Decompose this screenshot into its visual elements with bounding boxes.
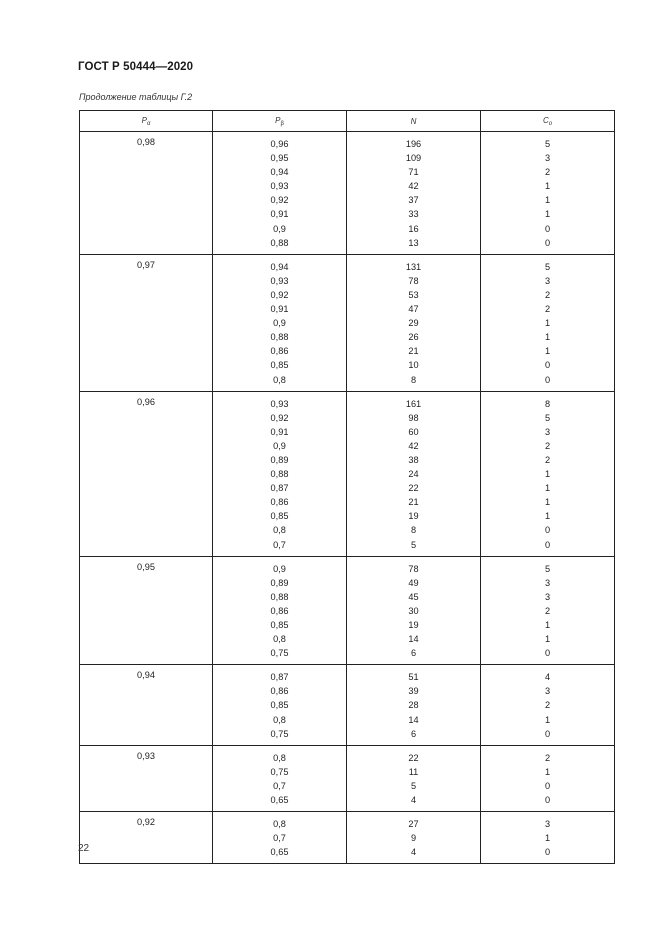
cell-value: 0,8 [273, 819, 286, 830]
table-row [80, 745, 615, 811]
cell-value: 0,86 [270, 605, 289, 616]
table-group [80, 132, 615, 255]
cell-value: 0,7 [273, 539, 286, 550]
cell-value: 2 [544, 289, 551, 300]
table-row [80, 665, 615, 745]
cell-value: 19 [408, 620, 419, 630]
cell-value: 0,86 [270, 346, 289, 357]
cell-value: 0,88 [270, 591, 289, 602]
cell-value: 0,91 [270, 426, 289, 437]
table-row [80, 132, 615, 255]
cell-value: 45 [408, 591, 419, 602]
column-header-p-alpha [80, 111, 213, 132]
cell-value: 0,86 [270, 686, 289, 697]
cell-value: 1 [544, 511, 551, 522]
cell-value: 0,88 [270, 332, 289, 343]
cell-value: 0,75 [270, 728, 289, 739]
cell-value: 1 [544, 469, 551, 480]
c-o-cell [481, 665, 615, 745]
cell-value: 0,85 [270, 511, 289, 522]
cell-value: 11 [408, 766, 419, 777]
cell-value: 5 [544, 412, 551, 423]
cell-value: 1 [544, 209, 551, 220]
cell-value: 10 [408, 360, 419, 371]
cell-value: 8 [544, 398, 551, 409]
cell-value: 0,87 [270, 483, 289, 494]
cell-value: 0,8 [273, 752, 286, 763]
cell-value: 0,65 [270, 847, 289, 858]
cell-value: 0 [544, 223, 551, 234]
cell-value: 0 [544, 360, 551, 371]
c-o-cell [481, 254, 615, 391]
column-header-subscript: o [548, 120, 553, 127]
cell-value: 3 [544, 819, 551, 830]
cell-value: 161 [405, 398, 422, 409]
table-group [80, 254, 615, 391]
table-header [80, 111, 615, 132]
column-header-n [347, 111, 481, 132]
table-row [80, 812, 615, 864]
n-cell [347, 745, 481, 811]
cell-value: 1 [544, 766, 551, 777]
cell-value: 0,9 [273, 223, 286, 234]
cell-value: 2 [544, 304, 551, 315]
cell-value: 42 [408, 440, 419, 451]
column-header-symbol: P [141, 115, 147, 125]
cell-value: 0,85 [270, 360, 289, 371]
n-cell [347, 254, 481, 391]
cell-value: 0,87 [270, 672, 289, 683]
cell-value: 21 [408, 346, 419, 357]
cell-value: 0,93 [270, 275, 289, 286]
cell-value: 42 [408, 181, 419, 192]
cell-value: 5 [544, 261, 551, 272]
cell-value: 14 [408, 634, 419, 645]
p-beta-cell [213, 556, 347, 665]
cell-value: 0,88 [270, 237, 289, 248]
cell-value: 196 [405, 139, 422, 149]
cell-value: 0,93 [270, 398, 289, 409]
cell-value: 24 [408, 469, 419, 480]
cell-value: 4 [410, 847, 417, 858]
table-continuation-caption: Продолжение таблицы Г.2 [79, 92, 193, 102]
p-alpha-cell: 0,94 [80, 665, 213, 745]
p-alpha-cell: 0,95 [80, 556, 213, 665]
cell-value: 0 [544, 795, 551, 806]
cell-value: 2 [544, 167, 551, 178]
cell-value: 0,85 [270, 620, 289, 630]
table-group [80, 745, 615, 811]
cell-value: 0,86 [270, 497, 289, 508]
cell-value: 109 [405, 153, 422, 164]
cell-value: 1 [544, 833, 551, 844]
p-alpha-cell: 0,93 [80, 745, 213, 811]
column-header-symbol: P [275, 115, 281, 125]
table-group [80, 391, 615, 556]
cell-value: 6 [410, 728, 417, 739]
cell-value: 1 [544, 634, 551, 645]
table-group [80, 812, 615, 864]
cell-value: 0,91 [270, 209, 289, 220]
column-header-symbol: N [410, 116, 417, 126]
header-row [80, 111, 615, 132]
cell-value: 3 [544, 591, 551, 602]
cell-value: 29 [408, 318, 419, 329]
cell-value: 78 [408, 275, 419, 286]
cell-value: 53 [408, 289, 419, 300]
cell-value: 22 [408, 483, 419, 494]
cell-value: 1 [544, 346, 551, 357]
column-header-p-beta [213, 111, 347, 132]
cell-value: 0,88 [270, 469, 289, 480]
cell-value: 0,8 [273, 374, 286, 385]
n-cell [347, 132, 481, 255]
cell-value: 0 [544, 847, 551, 858]
p-alpha-cell: 0,92 [80, 812, 213, 864]
cell-value: 26 [408, 332, 419, 343]
cell-value: 1 [544, 181, 551, 192]
p-alpha-cell: 0,98 [80, 132, 213, 255]
cell-value: 0 [544, 728, 551, 739]
cell-value: 4 [410, 795, 417, 806]
cell-value: 1 [544, 483, 551, 494]
cell-value: 2 [544, 440, 551, 451]
cell-value: 0,94 [270, 167, 289, 178]
cell-value: 0,75 [270, 766, 289, 777]
cell-value: 22 [408, 752, 419, 763]
n-cell [347, 665, 481, 745]
cell-value: 5 [544, 139, 551, 149]
cell-value: 13 [408, 237, 419, 248]
column-header-symbol: C [542, 115, 549, 125]
p-beta-cell [213, 812, 347, 864]
cell-value: 37 [408, 195, 419, 206]
cell-value: 0 [544, 525, 551, 536]
cell-value: 8 [410, 525, 417, 536]
p-beta-cell [213, 745, 347, 811]
cell-value: 71 [408, 167, 419, 178]
cell-value: 0,96 [270, 139, 289, 149]
cell-value: 3 [544, 686, 551, 697]
c-o-cell [481, 391, 615, 556]
cell-value: 51 [408, 672, 419, 683]
cell-value: 2 [544, 454, 551, 465]
cell-value: 98 [408, 412, 419, 423]
cell-value: 0,8 [273, 714, 286, 725]
cell-value: 14 [408, 714, 419, 725]
cell-value: 131 [405, 261, 422, 272]
data-table [79, 110, 615, 864]
cell-value: 1 [544, 620, 551, 630]
cell-value: 0,92 [270, 289, 289, 300]
cell-value: 2 [544, 605, 551, 616]
document-header: ГОСТ Р 50444—2020 [78, 61, 194, 73]
cell-value: 33 [408, 209, 419, 220]
n-cell [347, 391, 481, 556]
table-row [80, 556, 615, 665]
cell-value: 28 [408, 700, 419, 711]
cell-value: 0,7 [273, 780, 286, 791]
cell-value: 0 [544, 237, 551, 248]
cell-value: 47 [408, 304, 419, 315]
cell-value: 0,65 [270, 795, 289, 806]
cell-value: 3 [544, 577, 551, 588]
cell-value: 0,75 [270, 648, 289, 659]
cell-value: 6 [410, 648, 417, 659]
cell-value: 0,8 [273, 634, 286, 645]
cell-value: 0 [544, 648, 551, 659]
cell-value: 4 [544, 672, 551, 683]
cell-value: 60 [408, 426, 419, 437]
c-o-cell [481, 812, 615, 864]
cell-value: 0,9 [273, 563, 286, 574]
cell-value: 30 [408, 605, 419, 616]
cell-value: 9 [410, 833, 417, 844]
cell-value: 2 [544, 700, 551, 711]
column-header-c-o [481, 111, 615, 132]
p-alpha-cell: 0,97 [80, 254, 213, 391]
table-group [80, 665, 615, 745]
p-beta-cell [213, 391, 347, 556]
cell-value: 1 [544, 195, 551, 206]
p-beta-cell [213, 132, 347, 255]
cell-value: 0,89 [270, 577, 289, 588]
cell-value: 39 [408, 686, 419, 697]
cell-value: 49 [408, 577, 419, 588]
table-row [80, 391, 615, 556]
cell-value: 0,92 [270, 412, 289, 423]
cell-value: 0,89 [270, 454, 289, 465]
cell-value: 5 [410, 780, 417, 791]
cell-value: 5 [544, 563, 551, 574]
c-o-cell [481, 745, 615, 811]
cell-value: 0 [544, 780, 551, 791]
cell-value: 0 [544, 374, 551, 385]
cell-value: 8 [410, 374, 417, 385]
cell-value: 0,8 [273, 525, 286, 536]
cell-value: 0,94 [270, 261, 289, 272]
cell-value: 2 [544, 752, 551, 763]
c-o-cell [481, 556, 615, 665]
c-o-cell [481, 132, 615, 255]
n-cell [347, 556, 481, 665]
cell-value: 1 [544, 714, 551, 725]
cell-value: 3 [544, 426, 551, 437]
cell-value: 0,91 [270, 304, 289, 315]
n-cell [347, 812, 481, 864]
cell-value: 1 [544, 332, 551, 343]
cell-value: 0,93 [270, 181, 289, 192]
cell-value: 0,85 [270, 700, 289, 711]
cell-value: 0,7 [273, 833, 286, 844]
cell-value: 27 [408, 819, 419, 830]
cell-value: 38 [408, 454, 419, 465]
cell-value: 19 [408, 511, 419, 522]
cell-value: 0,9 [273, 318, 286, 329]
cell-value: 0 [544, 539, 551, 550]
cell-value: 0,95 [270, 153, 289, 164]
cell-value: 0,9 [273, 440, 286, 451]
p-beta-cell [213, 254, 347, 391]
cell-value: 1 [544, 497, 551, 508]
p-alpha-cell: 0,96 [80, 391, 213, 556]
column-header-subscript: α [146, 120, 151, 127]
page-number: 22 [78, 843, 90, 854]
cell-value: 5 [410, 539, 417, 550]
cell-value: 1 [544, 318, 551, 329]
cell-value: 0,92 [270, 195, 289, 206]
cell-value: 78 [408, 563, 419, 574]
cell-value: 3 [544, 275, 551, 286]
column-header-subscript: β [280, 120, 284, 127]
cell-value: 21 [408, 497, 419, 508]
table-group [80, 556, 615, 665]
cell-value: 16 [408, 223, 419, 234]
cell-value: 3 [544, 153, 551, 164]
p-beta-cell [213, 665, 347, 745]
table-row [80, 254, 615, 391]
